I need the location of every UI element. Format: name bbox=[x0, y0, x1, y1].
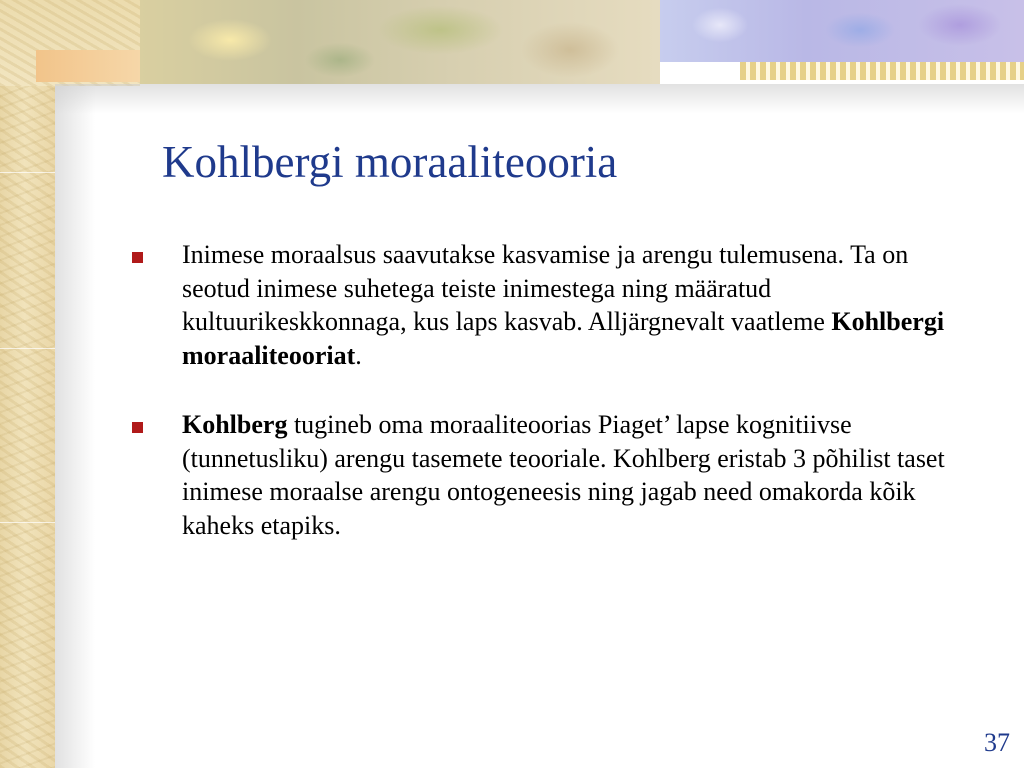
bullet-square-icon bbox=[132, 252, 143, 263]
bullet-bold-text: Kohlberg bbox=[182, 410, 288, 439]
banner-flowers-image bbox=[660, 0, 1024, 62]
bullet-list bbox=[128, 238, 978, 578]
banner-shadow bbox=[55, 84, 1024, 114]
slide-title: Kohlbergi moraaliteooria bbox=[162, 137, 618, 187]
bullet-item bbox=[128, 238, 978, 372]
bullet-text: tugineb oma moraaliteoorias Piaget’ lapse kognitiivse (tunnetusliku) arengu tasemete teooriale. Kohlberg eristab 3 põhilist taset inimese moraalse arengu ontogeneesis ning jagab need omakorda kõik kaheks etapiks. bbox=[182, 410, 945, 540]
banner-leaves-image bbox=[140, 0, 660, 84]
strip-seam bbox=[0, 172, 55, 173]
page-number: 37 bbox=[984, 728, 1010, 757]
strip-seam bbox=[0, 522, 55, 523]
banner-gold-strip bbox=[740, 62, 1024, 80]
banner-orange-bar bbox=[36, 50, 146, 82]
strip-seam bbox=[0, 348, 55, 349]
bullet-item bbox=[128, 408, 978, 542]
left-parchment-strip bbox=[0, 0, 55, 768]
bullet-text: . bbox=[355, 340, 362, 370]
bullet-bold-text: Kohlbergi moraaliteooriat bbox=[182, 307, 945, 370]
left-shadow bbox=[55, 0, 95, 768]
bullet-square-icon bbox=[132, 422, 143, 433]
bullet-text: Inimese moraalsus saavutakse kasvamise ja arengu tulemusena. Ta on seotud inimese suhetega teiste inimestega ning määratud kultuurikeskkonnaga, kus laps kasvab. Alljärgnevalt vaatleme bbox=[182, 240, 909, 336]
top-decorative-banner bbox=[0, 0, 1024, 86]
